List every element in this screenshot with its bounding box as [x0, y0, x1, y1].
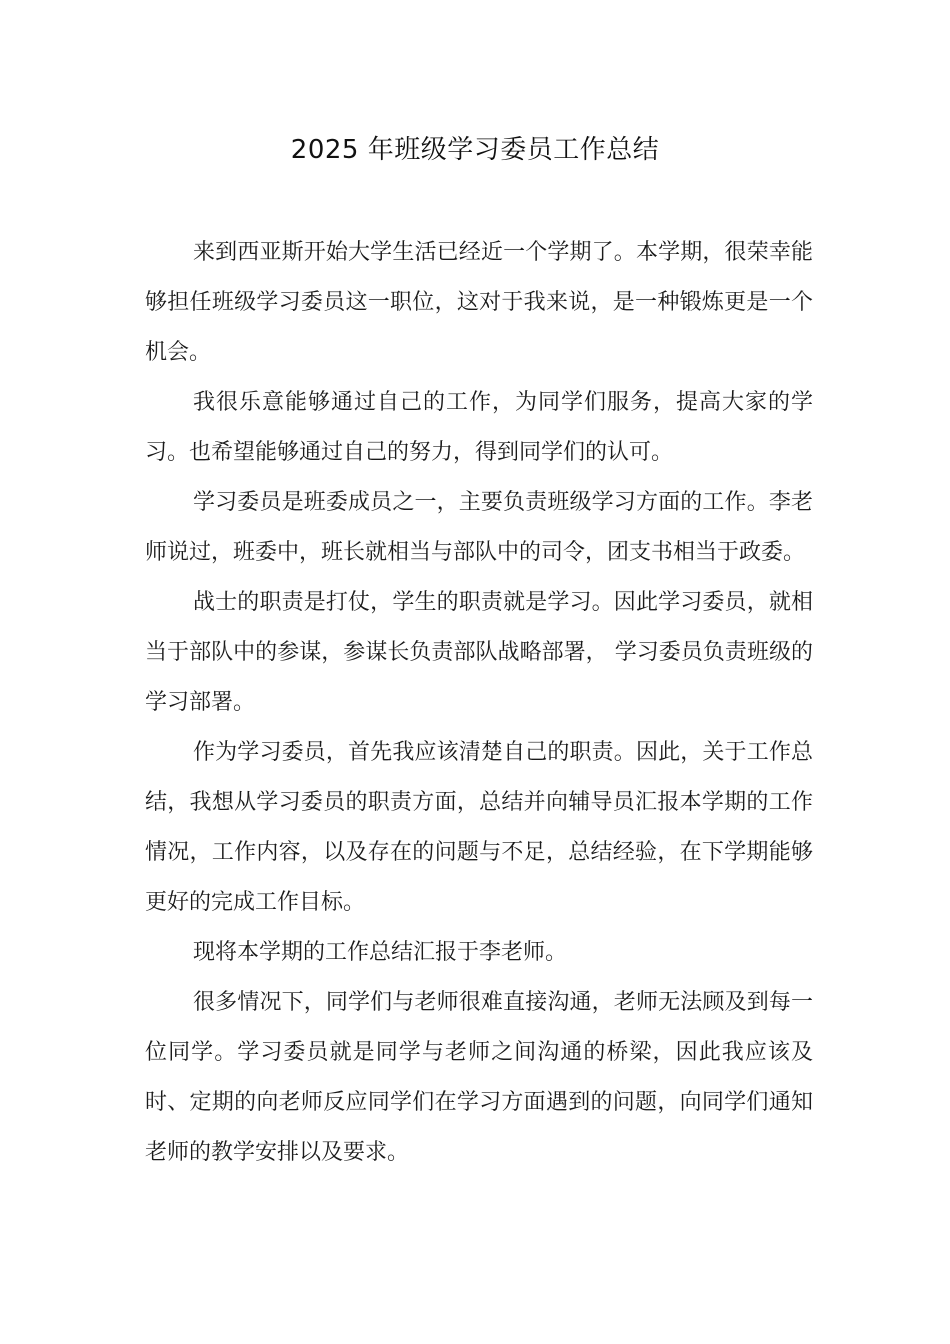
document-title: 2025 年班级学习委员工作总结 [290, 135, 660, 165]
paragraph-5: 作为学习委员，首先我应该清楚自己的职责。因此，关于工作总结，我想从学习委员的职责方面，总结并向辅导员汇报本学期的工作情况，工作内容，以及存在的问题与不足，总结经验，在下学期能够更好的完成工作目标。 [145, 740, 813, 915]
document-body [145, 228, 813, 1178]
paragraph-3: 学习委员是班委成员之一，主要负责班级学习方面的工作。李老师说过，班委中，班长就相当与部队中的司令，团支书相当于政委。 [145, 490, 813, 565]
paragraph-1: 来到西亚斯开始大学生活已经近一个学期了。本学期，很荣幸能够担任班级学习委员这一职位，这对于我来说，是一种锻炼更是一个机会。 [145, 240, 813, 365]
paragraph-7: 很多情况下，同学们与老师很难直接沟通，老师无法顾及到每一位同学。学习委员就是同学与老师之间沟通的桥梁，因此我应该及时、定期的向老师反应同学们在学习方面遇到的问题，向同学们通知老师的教学安排以及要求。 [145, 990, 813, 1165]
paragraph-2: 我很乐意能够通过自己的工作，为同学们服务，提高大家的学习。也希望能够通过自己的努力，得到同学们的认可。 [145, 390, 813, 465]
paragraph-4: 战士的职责是打仗，学生的职责就是学习。因此学习委员，就相当于部队中的参谋，参谋长负责部队战略部署， 学习委员负责班级的学习部署。 [145, 590, 813, 715]
paragraph-6: 现将本学期的工作总结汇报于李老师。 [193, 940, 568, 965]
